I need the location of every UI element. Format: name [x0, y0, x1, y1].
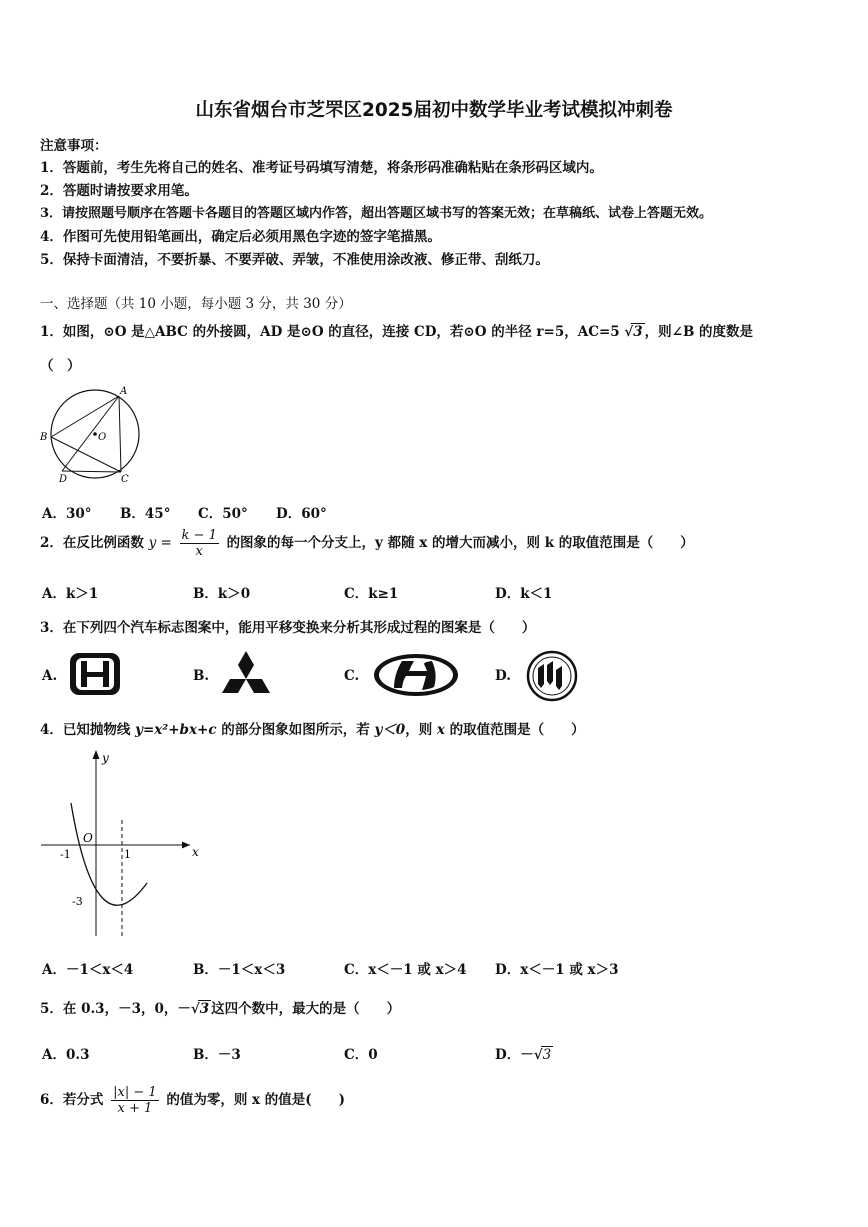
question-5	[40, 997, 400, 1017]
segment-dc	[62, 471, 121, 472]
q2-func-lhs: y =	[148, 535, 172, 551]
q1-radicand: 3	[633, 324, 643, 340]
q6-fraction	[111, 1085, 159, 1116]
question-1	[40, 320, 753, 340]
y-axis-arrow	[93, 750, 100, 759]
q1-circle-figure	[36, 383, 148, 485]
q6-text-a: 6．若分式	[40, 1092, 104, 1108]
q4-text-d: 的取值范围是（ ）	[444, 722, 585, 738]
center-dot	[93, 432, 97, 436]
q5-option-d	[495, 1043, 553, 1063]
q5-radicand: 3	[199, 1001, 210, 1017]
q2-option-c: C．k≥1	[344, 586, 399, 602]
notice-item-5: 5．保持卡面清洁，不要折暴、不要弄破、弄皱，不准使用涂改液、修正带、刮纸刀。	[40, 252, 549, 268]
mitsubishi-logo-icon	[218, 649, 274, 699]
q2-option-b: B．k＞0	[193, 586, 251, 602]
segment-bc	[51, 437, 121, 472]
q1-option-a: A．30°	[42, 506, 92, 522]
q3-option-a: A.	[42, 668, 58, 684]
q1-text-a: 1．如图，⊙O 是△ABC 的外接圆，AD 是⊙O 的直径，连接 CD，若⊙O 的半径 r=5，AC=5	[40, 324, 620, 340]
q4-option-a: A．－1＜x＜4	[42, 962, 134, 978]
label-d: D	[59, 474, 68, 485]
q3-option-b: B.	[193, 668, 210, 684]
hyundai-logo-icon	[372, 652, 460, 698]
q6-frac-den: x + 1	[117, 1101, 153, 1116]
sqrt-sign: √	[624, 324, 634, 340]
diameter-ad	[62, 396, 119, 471]
label-pos1: 1	[124, 848, 131, 861]
section-heading: 一、选择题（共 10 小题，每小题 3 分，共 30 分）	[40, 296, 352, 312]
label-x: x	[192, 845, 199, 859]
q4-text-c: ，则	[405, 722, 437, 738]
q5-option-b: B．－3	[193, 1047, 241, 1063]
q5-option-a: A．0.3	[42, 1047, 90, 1063]
label-b: B	[40, 432, 48, 443]
notice-heading: 注意事项：	[40, 138, 108, 154]
label-origin: O	[83, 831, 93, 845]
question-3: 3．在下列四个汽车标志图案中，能用平移变换来分析其形成过程的图案是（ ）	[40, 620, 536, 636]
notice-item-1: 1．答题前，考生先将自己的姓名、准考证号码填写清楚，将条形码准确粘贴在条形码区域内。	[40, 160, 603, 176]
q4-parabola-graph	[38, 746, 208, 942]
q4-expr: y=x²+bx+c	[135, 722, 217, 738]
label-y: y	[102, 751, 109, 765]
notice-item-3: 3．请按照题号顺序在答题卡各题目的答题区域内作答，超出答题区域书写的答案无效；在草稿纸、试卷上答题无效。	[40, 206, 713, 221]
q4-cond: y＜0	[374, 722, 406, 738]
question-4	[40, 718, 585, 738]
q4-option-c: C．x＜－1 或 x＞4	[344, 962, 467, 978]
segment-ab	[51, 396, 119, 437]
q4-option-d: D．x＜－1 或 x＞3	[495, 962, 619, 978]
q4-option-b: B．－1＜x＜3	[193, 962, 286, 978]
sqrt-sign: √	[533, 1047, 543, 1063]
q2-text-a: 2．在反比例函数	[40, 535, 144, 551]
q1-paren: （ ）	[40, 358, 81, 374]
label-a: A	[120, 386, 128, 397]
q4-text-a: 4．已知抛物线	[40, 722, 136, 738]
sqrt-sign: √	[190, 1001, 200, 1017]
question-2	[40, 528, 694, 559]
notice-item-4: 4．作图可先使用铅笔画出，确定后必须用黑色字迹的签字笔描黑。	[40, 229, 441, 245]
q2-frac-den: x	[195, 544, 203, 559]
q2-fraction	[180, 528, 219, 559]
q3-option-d: D.	[495, 668, 511, 684]
q5-option-d-radicand: 3	[542, 1047, 552, 1063]
q5-option-c: C．0	[344, 1047, 378, 1063]
q5-text-b: 这四个数中，最大的是（ ）	[211, 1001, 401, 1017]
x-axis-arrow	[182, 842, 190, 849]
parabola-curve	[71, 803, 147, 905]
q4-text-b: 的部分图象如图所示，若	[216, 722, 375, 738]
q5-option-d-label: D．－	[495, 1047, 534, 1063]
label-neg1: -1	[60, 848, 71, 861]
page-title: 山东省烟台市芝罘区2025届初中数学毕业考试模拟冲刺卷	[195, 100, 673, 121]
buick-logo-icon	[526, 650, 578, 702]
notice-item-2: 2．答题时请按要求用笔。	[40, 183, 198, 199]
q1-option-c: C．50°	[198, 506, 248, 522]
question-6	[40, 1085, 345, 1116]
label-neg3: -3	[72, 895, 83, 908]
q1-option-b: B．45°	[120, 506, 171, 522]
q2-option-d: D．k＜1	[495, 586, 553, 602]
q3-option-c: C.	[344, 668, 360, 684]
label-c: C	[121, 474, 129, 485]
label-o: O	[98, 432, 107, 443]
q6-frac-num: |x| − 1	[113, 1085, 157, 1100]
q4-var: x	[436, 722, 445, 738]
q5-text-a: 5．在 0.3，－3，0，－	[40, 1001, 191, 1017]
q2-frac-num: k − 1	[181, 528, 217, 543]
segment-ac	[119, 396, 121, 472]
q1-option-d: D．60°	[276, 506, 327, 522]
honda-logo-icon	[68, 651, 122, 697]
q2-option-a: A．k＞1	[42, 586, 99, 602]
q1-text-b: ，则∠B 的度数是	[644, 324, 754, 340]
q2-text-b: 的图象的每一个分支上，y 都随 x 的增大而减小，则 k 的取值范围是（ ）	[226, 535, 694, 551]
q6-text-b: 的值为零，则 x 的值是( )	[166, 1092, 346, 1108]
